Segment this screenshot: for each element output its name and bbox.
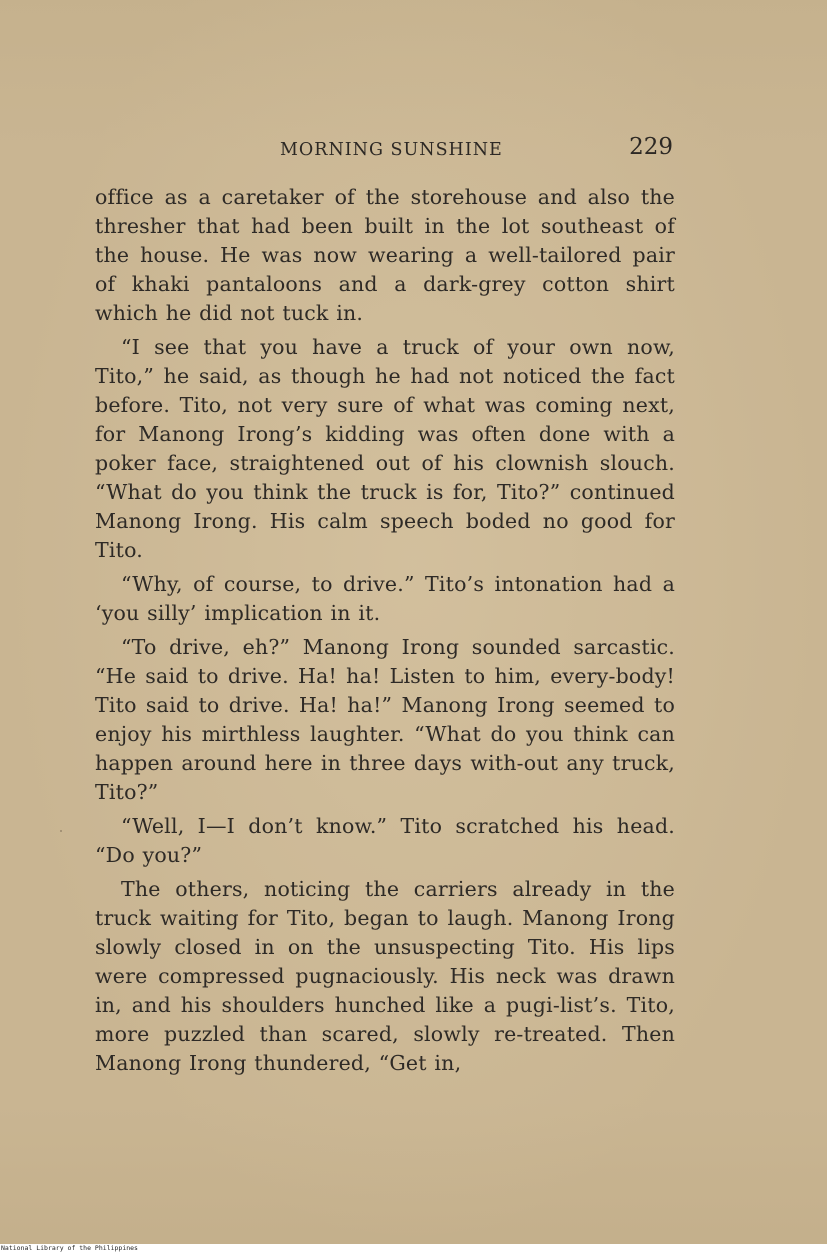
paragraph: “Why, of course, to drive.” Tito’s intonation had a ‘you silly’ implication in it.: [95, 572, 675, 625]
library-watermark: National Library of the Philippines: [1, 1244, 138, 1252]
running-title: MORNING SUNSHINE: [280, 140, 503, 160]
paper-speck: [60, 830, 62, 832]
body-text: [95, 183, 675, 1083]
paragraph: office as a caretaker of the storehouse and also the thresher that had been built in the lot southeast of the house. He was now wearing a well-tailored pair of khaki pantaloons and a dark-grey cotton shirt which he did not tuck in.: [95, 185, 675, 325]
paragraph: “Well, I—I don’t know.” Tito scratched his head. “Do you?”: [95, 814, 675, 867]
paragraph: “To drive, eh?” Manong Irong sounded sarcastic. “He said to drive. Ha! ha! Listen to him, every-body! Tito said to drive. Ha! ha!” Manong Irong seemed to enjoy his mirthless laughter. “What do you think can happen around here in three days with-out any truck, Tito?”: [95, 635, 675, 804]
footer-bar: [0, 1244, 827, 1253]
paragraph: “I see that you have a truck of your own now, Tito,” he said, as though he had not noticed the fact before. Tito, not very sure of what was coming next, for Manong Irong’s kidding was often done with a poker face, straightened out of his clownish slouch. “What do you think the truck is for, Tito?” continued Manong Irong. His calm speech boded no good for Tito.: [95, 335, 675, 562]
page-number: 229: [629, 134, 673, 160]
running-head: [95, 134, 675, 170]
paragraph: The others, noticing the carriers already in the truck waiting for Tito, began to laugh. Manong Irong slowly closed in on the unsuspecting Tito. His lips were compressed pugnaciously. His neck was drawn in, and his shoulders hunched like a pugi-list’s. Tito, more puzzled than scared, slowly re-treated. Then Manong Irong thundered, “Get in,: [95, 877, 675, 1075]
